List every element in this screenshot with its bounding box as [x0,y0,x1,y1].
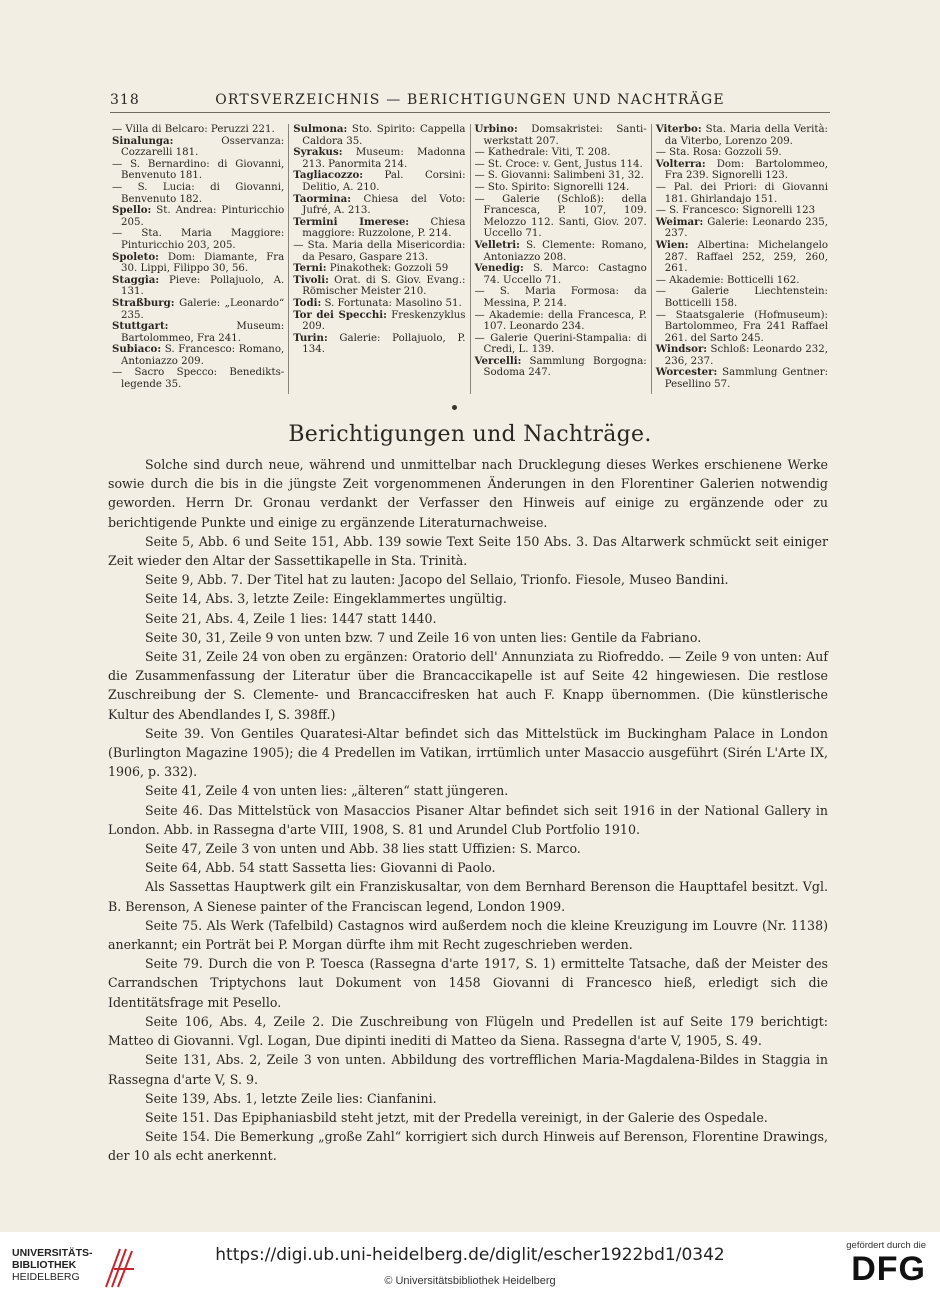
correction-paragraph: Seite 9, Abb. 7. Der Titel hat zu lauten: Jacopo del Sellaio, Trionfo. Fiesole, Museo Bandini. [145,572,729,588]
index-entry [656,182,828,205]
index-place: Venedig: [474,262,524,275]
index-place: Spoleto: [112,250,159,263]
index-text: Galerie: Leonardo 235, 237. [664,216,828,240]
index-place: Wien: [655,238,689,251]
index-text: Sammlung Gentner: Pesellino 57. [664,367,828,391]
index-entry [656,159,828,182]
index-entry [112,159,284,182]
index-entry [656,286,828,309]
index-place: Straßburg: [112,296,175,309]
index-entry [656,310,828,345]
running-title: ORTSVERZEICHNIS — BERICHTIGUNGEN UND NACHTRÄGE [215,92,725,108]
index-entry [475,182,647,194]
index-text: S. Clemente: Romano, Antoniazzo 208. [483,239,647,263]
index-text: — Kathedrale: Viti, T. 208. [474,147,611,159]
index-entry [112,205,284,228]
index-text: Pal. Corsini: Delitio, A. 210. [302,170,466,193]
correction-paragraph: Seite 31, Zeile 24 von oben zu ergänzen: Oratorio dell' Annunziata zu Riofreddo. — Zeile 9 von unten: Auf die Zusammenfassung der Literatur über die Brancaccikapelle ist auf Seite 42 hingewiesen. Die restlose Zuschreibung der S. Clemente- und Brancaccifresken hat auch F. Knapp übernommen. (Die künstlerische Kultur des Abendlandes I, S. 398ff.) [108,649,828,722]
index-place: Worcester: [655,366,718,379]
index-text: Orat. di S. Giov. Evang.: Römischer Meister 210. [302,274,466,298]
dfg-logo: DFG [851,1250,926,1288]
index-text: — Sta. Maria Maggiore: Pinturicchio 203, 205. [112,228,285,251]
correction-paragraph: Seite 151. Das Epiphaniasbild steht jetzt, mit der Predella vereinigt, in der Galerie des Ospedale. [145,1109,768,1125]
index-text: Pinakothek: Gozzoli 59 [326,263,449,275]
index-entry [112,252,284,275]
index-text: S. Fortunata: Masolino 51. [321,297,462,309]
index-entry [112,136,284,159]
index-place: Terni: [293,262,327,275]
index-text: — St. Croce: v. Gent, Justus 114. [474,158,643,170]
index-entry [293,217,465,240]
index-place: Turin: [293,331,328,344]
index-entry [475,159,647,171]
index-place: Vercelli: [474,354,522,367]
index-text: Pieve: Pollajuolo, A. 131. [121,274,285,298]
section-ornament [452,405,457,410]
index-text: — Sacro Specco: Benedikts-legende 35. [112,367,285,391]
viewer-footer [0,1232,940,1301]
library-name-line: HEIDELBERG [12,1271,80,1283]
index-entry [656,275,828,287]
index-place: Viterbo: [655,123,702,135]
index-place: Urbino: [474,123,518,135]
index-entry [293,240,465,263]
index-entry [475,194,647,240]
index-entry [656,124,828,147]
index-text: — Akademie: Botticelli 162. [655,274,800,286]
index-text: Galerie: „Leonardo“ 235. [121,297,285,321]
index-place: Sinalunga: [112,134,174,147]
library-name-line: UNIVERSITÄTS- [12,1247,93,1259]
index-entry [112,367,284,390]
index-entry [112,275,284,298]
index-place: Taormina: [293,192,352,205]
index-place: Tagliacozzo: [293,169,364,182]
correction-paragraph: Seite 131, Abs. 2, Zeile 3 von unten. Abbildung des vortrefflichen Maria-Magdalena-Bildes in Staggia in Rassegna d'arte V, S. 9. [108,1052,828,1087]
index-entry [293,170,465,193]
index-text: — Galerie Liechtenstein: Botticelli 158. [655,286,828,309]
index-text: Galerie: Pollajuolo, P. 134. [302,332,466,356]
library-name-line: BIBLIOTHEK [12,1259,77,1271]
index-entry [475,333,647,356]
index-column [652,124,832,394]
index-text: Sto. Spirito: Cappella Caldora 35. [302,124,466,147]
index-text: Domsakristei: Santi-werkstatt 207. [483,124,647,147]
index-place: Syrakus: [293,146,343,159]
index-entry [475,356,647,379]
index-place: Stuttgart: [112,320,169,333]
page-number: 318 [110,92,140,108]
index-text: Sta. Maria della Verità: da Viterbo, Lorenzo 209. [664,124,828,147]
index-text: Museum: Bartolommeo, Fra 241. [121,321,285,344]
index-entry [656,217,828,240]
index-entry [112,182,284,205]
funder-logo[interactable] [826,1240,926,1287]
correction-paragraph: Seite 64, Abb. 54 statt Sassetta lies: Giovanni di Paolo. [145,860,496,876]
index-text: — Villa di Belcaro: Peruzzi 221. [112,124,275,135]
index-entry [475,170,647,182]
index-place: Todi: [293,296,322,309]
permalink-url[interactable]: https://digi.ub.uni-heidelberg.de/diglit/escher1922bd1/0342 [215,1245,725,1265]
index-text: S. Marco: Castagno 74. Uccello 71. [483,263,647,286]
index-place: Volterra: [655,157,706,170]
index-entry [112,298,284,321]
section-title: Berichtigungen und Nachträge. [288,422,652,447]
index-text: — S. Bernardino: di Giovanni, Benvenuto 181. [112,158,285,182]
index-text: Albertina: Michelangelo 287. Raffael 252, 259, 260, 261. [664,239,828,275]
index-text: — Sta. Maria della Misericordia: da Pesaro, Gaspare 213. [293,239,466,263]
index-columns [108,124,832,394]
index-text: — S. Maria Formosa: da Messina, P. 214. [474,286,647,309]
index-text: — Staatsgalerie (Hofmuseum): Bartolommeo, Fra 241 Raffael 261. del Sarto 245. [655,309,828,344]
index-place: Spello: [112,204,152,217]
index-place: Subiaco: [112,343,162,356]
index-place: Velletri: [474,238,520,251]
index-entry [656,240,828,275]
index-entry [656,367,828,390]
correction-paragraph: Seite 106, Abs. 4, Zeile 2. Die Zuschreibung von Flügeln und Predellen ist auf Seite 179 berichtigt: Matteo di Giovanni. Vgl. Logan, Due dipinti inediti di Matteo da Siena. Rassegna d'arte V, 1905, S. 49. [108,1013,828,1049]
index-place: Weimar: [655,215,704,228]
index-text: — Sta. Rosa: Gozzoli 59. [655,147,782,159]
correction-paragraph: Seite 154. Die Bemerkung „große Zahl“ korrigiert sich durch Hinweis auf Berenson, Florentine Drawings, der 10 als echt anerkennt. [108,1129,828,1164]
index-column [289,124,470,394]
index-entry [475,147,647,159]
index-text: Freskenzyklus 209. [302,309,466,333]
corrections-body [108,455,828,1166]
index-entry [112,321,284,344]
funding-label: gefördert durch die [846,1240,926,1251]
index-text: Chiesa del Voto: Jufré, A. 213. [302,193,466,217]
index-text: Osservanza: Cozzarelli 181. [121,135,285,159]
index-text: — S. Giovanni: Salimbeni 31, 32. [474,170,644,182]
correction-paragraph: Seite 14, Abs. 3, letzte Zeile: Eingeklammertes ungültig. [145,591,507,607]
correction-paragraph: Seite 139, Abs. 1, letzte Zeile lies: Cianfanini. [145,1090,437,1106]
index-text: — Akademie: della Francesca, P. 107. Leonardo 234. [474,309,647,333]
correction-paragraph: Seite 75. Als Werk (Tafelbild) Castagnos wird außerdem noch die kleine Kreuzigung im Louvre (Nr. 1138) anerkannt; ein Porträt bei P. Morgan dürfte ihm mit Recht zugeschrieben werden. [108,917,828,953]
index-column [108,124,289,394]
index-text: — Pal. dei Priori: di Giovanni 181. Ghirlandajo 151. [655,181,828,205]
index-entry [293,147,465,170]
index-text: Sammlung Borgogna: Sodoma 247. [483,355,647,379]
correction-paragraph: Seite 5, Abb. 6 und Seite 151, Abb. 139 sowie Text Seite 150 Abs. 3. Das Altarwerk schmückt seit einiger Zeit wieder den Altar der Sassettikapelle in Sta. Trinità. [108,533,828,569]
correction-paragraph: Seite 21, Abs. 4, Zeile 1 lies: 1447 statt 1440. [145,610,437,626]
index-text: Museum: Madonna 213. Panormita 214. [302,147,466,170]
correction-paragraph: Seite 30, 31, Zeile 9 von unten bzw. 7 und Zeile 16 von unten lies: Gentile da Fabriano. [145,629,702,645]
index-place: Staggia: [112,273,160,286]
index-place: Tivoli: [293,273,329,286]
index-entry [293,124,465,147]
index-text: — S. Lucia: di Giovanni, Benvenuto 182. [112,181,285,205]
index-entry [475,263,647,286]
correction-paragraph: Als Sassettas Hauptwerk gilt ein Franziskusaltar, von dem Bernhard Berenson die Haupttafel besitzt. Vgl. B. Berenson, A Sienese painter of the Franciscan legend, London 1909. [108,879,828,914]
index-entry [475,286,647,309]
index-entry [475,310,647,333]
index-entry [656,344,828,367]
index-entry [293,310,465,333]
index-text: — Galerie Querini-Stampalia: di Credi, L. 139. [474,332,647,356]
index-entry [293,333,465,356]
header-rule [110,112,830,113]
correction-paragraph: Seite 47, Zeile 3 von unten und Abb. 38 lies statt Uffizien: S. Marco. [145,841,581,857]
correction-paragraph: Seite 41, Zeile 4 von unten lies: „älteren“ statt jüngeren. [145,783,509,799]
index-place: Tor dei Specchi: [293,308,387,321]
index-entry [475,124,647,147]
index-text: — Sto. Spirito: Signorelli 124. [474,181,630,193]
index-text: — S. Francesco: Signorelli 123 [655,205,816,217]
correction-paragraph: Seite 46. Das Mittelstück von Masaccios Pisaner Altar befindet sich seit 1916 in der National Gallery in London. Abb. in Rassegna d'arte VIII, 1908, S. 81 und Arundel Club Portfolio 1910. [108,802,828,837]
index-place: Termini Imerese: [293,215,410,228]
index-entry [293,275,465,298]
running-header [110,90,830,114]
copyright-notice: © Universitätsbibliothek Heidelberg [384,1275,556,1287]
index-place: Windsor: [655,343,708,356]
index-text: Dom: Diamante, Fra 30. Lippi, Filippo 30, 56. [121,251,285,275]
index-entry [293,194,465,217]
index-column [471,124,652,394]
index-text: Chiesa maggiore: Ruzzolone, P. 214. [302,216,466,240]
index-entry [112,344,284,367]
index-entry [112,228,284,251]
index-place: Sulmona: [293,123,348,135]
correction-paragraph: Seite 39. Von Gentiles Quaratesi-Altar befindet sich das Mittelstück im Buckingham Palace in London (Burlington Magazine 1905); die 4 Predellen im Vatikan, irrtümlich unter Masaccio ausgeführt (Sirén L'Arte IX, 1906, p. 332). [108,725,828,780]
index-text: St. Andrea: Pinturicchio 205. [121,205,285,228]
index-text: — Galerie (Schloß): della Francesca, P. 107, 109. Melozzo 112. Santi, Giov. 207. Uccello 71. [474,193,647,240]
index-text: S. Francesco: Romano, Antoniazzo 209. [121,344,285,367]
correction-paragraph: Seite 79. Durch die von P. Toesca (Rassegna d'arte 1917, S. 1) ermittelte Tatsache, daß der Meister des Carrandschen Triptychons laut Dokument von 1458 Giovanni di Francesco hieß, erledigt sich die Identitätsfrage mit Pesello. [108,956,828,1010]
index-text: Schloß: Leonardo 232, 236, 237. [664,344,828,367]
index-entry [475,240,647,263]
correction-paragraph: Solche sind durch neue, während und unmittelbar nach Drucklegung dieses Werkes erschienene Werke sowie durch die bis in die jüngste Zeit vorgenommenen Änderungen in den Florentiner Galerien notwendig geworden. Herrn Dr. Gronau verdankt der Verfasser den Hinweis auf einige zu ergänzende oder zu berichtigende Punkte und einige zu ergänzende Literaturnachweise. [108,457,828,530]
index-text: Dom: Bartolommeo, Fra 239. Signorelli 123. [664,158,828,182]
